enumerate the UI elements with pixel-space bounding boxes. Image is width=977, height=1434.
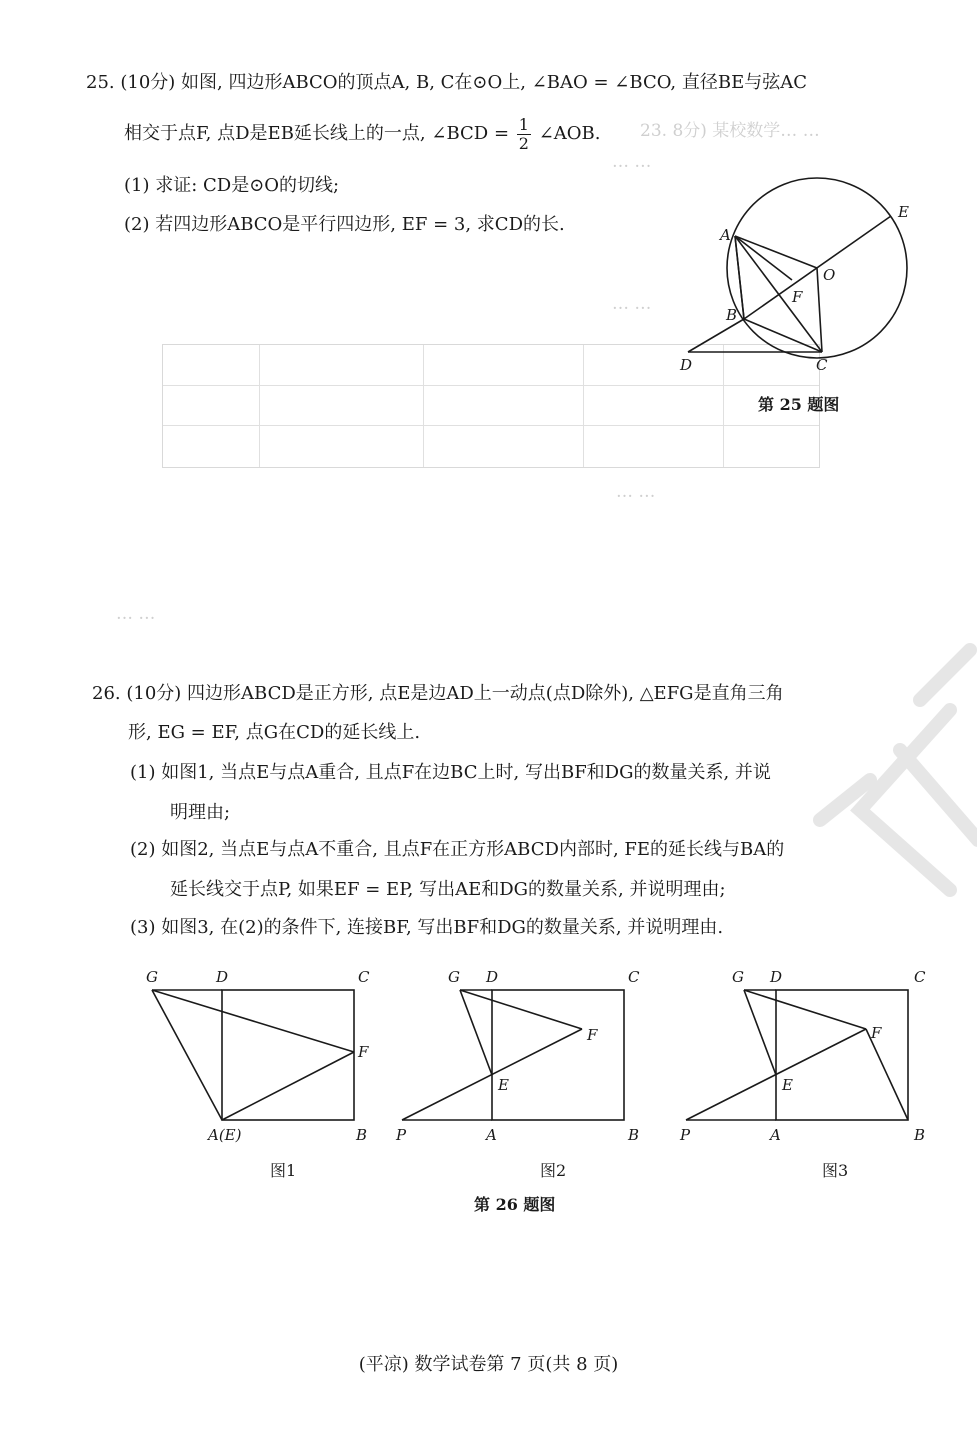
label-d: D [216, 968, 229, 986]
fraction-numerator: 1 [518, 114, 529, 134]
label-a: A [770, 1126, 781, 1144]
watermark [800, 640, 977, 900]
label-d: D [486, 968, 499, 986]
q25-stem-line2-pre: 相交于点F, 点D是EB延长线上的一点, ∠BCD = [124, 123, 510, 144]
label-f: F [792, 288, 803, 306]
q25-part1: (1) 求证: CD是⊙O的切线; [124, 175, 340, 196]
q25-part2: (2) 若四边形ABCO是平行四边形, EF = 3, 求CD的长. [124, 214, 565, 235]
label-e: E [898, 203, 909, 221]
page-footer: (平凉) 数学试卷第 7 页(共 8 页) [358, 1354, 619, 1375]
q25-figure [660, 160, 940, 390]
fraction [517, 116, 531, 153]
label-f: F [871, 1024, 882, 1042]
q26-part2-line1: (2) 如图2, 当点E与点A不重合, 且点F在正方形ABCD内部时, FE的延长线与BA的 [130, 839, 785, 860]
diameter-be [744, 216, 891, 319]
bleed-text: … … [612, 294, 652, 314]
line-gf [152, 990, 354, 1052]
q25-figure-caption: 第 25 题图 [758, 395, 840, 414]
square-abcd [222, 990, 354, 1120]
q26-figure-1 [140, 962, 380, 1152]
line-ge [460, 990, 492, 1075]
square-abcd [492, 990, 624, 1120]
q26-stem-line2: 形, EG = EF, 点G在CD的延长线上. [128, 722, 421, 743]
label-b: B [356, 1126, 368, 1144]
label-c: C [628, 968, 640, 986]
q26-part3: (3) 如图3, 在(2)的条件下, 连接BF, 写出BF和DG的数量关系, 并说明理由. [130, 917, 724, 938]
q25-stem-line1: 25. (10分) 如图, 四边形ABCO的顶点A, B, C在⊙O上, ∠BAO = ∠BCO, 直径BE与弦AC [86, 72, 808, 93]
label-f: F [358, 1043, 369, 1061]
label-g: G [732, 968, 744, 986]
square-abcd [776, 990, 908, 1120]
bleed-text: … … [616, 482, 656, 502]
q26-figure-caption: 第 26 题图 [474, 1195, 556, 1214]
label-a: A [486, 1126, 497, 1144]
label-c: C [914, 968, 926, 986]
line-gf [460, 990, 582, 1029]
line-ga [152, 990, 222, 1120]
line-oc [817, 268, 822, 352]
label-c: C [816, 356, 828, 374]
label-g: G [448, 968, 460, 986]
q26-stem-line1: 26. (10分) 四边形ABCD是正方形, 点E是边AD上一动点(点D除外), △EFG是直角三角 [92, 683, 784, 704]
label-d: D [770, 968, 783, 986]
label-e: E [782, 1076, 793, 1094]
label-c: C [358, 968, 370, 986]
label-o: O [823, 266, 836, 284]
bleed-text: … … [612, 152, 652, 172]
fig1-caption: 图1 [270, 1161, 297, 1180]
q26-part1-line1: (1) 如图1, 当点E与点A重合, 且点F在边BC上时, 写出BF和DG的数量关系, 并说 [130, 762, 771, 783]
bleed-text: … … [116, 604, 156, 624]
line-af [222, 1052, 354, 1120]
label-e: E [498, 1076, 509, 1094]
q26-part1-line2: 明理由; [170, 802, 231, 823]
line-gf [744, 990, 866, 1029]
label-d: D [680, 356, 693, 374]
q26-figure-2 [392, 962, 652, 1152]
line-bf [866, 1029, 908, 1120]
q25-stem-line2 [124, 112, 600, 156]
fig3-caption: 图3 [822, 1161, 849, 1180]
q26-part2-line2: 延长线交于点P, 如果EF = EP, 写出AE和DG的数量关系, 并说明理由; [170, 879, 726, 900]
fig2-caption: 图2 [540, 1161, 567, 1180]
label-b: B [914, 1126, 926, 1144]
label-ae: A(E) [208, 1126, 242, 1144]
label-b: B [628, 1126, 640, 1144]
label-g: G [146, 968, 158, 986]
label-p: P [680, 1126, 691, 1144]
line-ge [744, 990, 776, 1075]
bleed-text: 23. 8分) 某校数学… … [640, 121, 820, 141]
fraction-denominator: 2 [518, 133, 529, 153]
label-a: A [720, 226, 731, 244]
label-p: P [396, 1126, 407, 1144]
q26-figure-3 [676, 962, 936, 1152]
label-f: F [587, 1026, 598, 1044]
q25-stem-line2-post: ∠AOB. [538, 123, 601, 144]
label-b: B [726, 306, 738, 324]
